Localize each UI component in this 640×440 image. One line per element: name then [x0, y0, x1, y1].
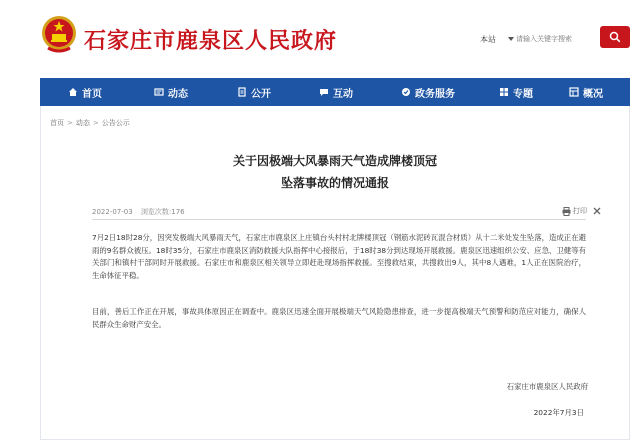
nav-item-label: 动态 — [168, 88, 188, 100]
search-scope-select[interactable]: 本站 — [480, 34, 496, 44]
signature-date: 2022年7月3日 — [533, 408, 584, 417]
breadcrumb — [50, 118, 130, 128]
nav-item-label: 互动 — [333, 88, 353, 100]
close-icon — [593, 207, 601, 215]
nav-item-label: 公开 — [251, 88, 271, 100]
article-title-line-2: 坠落事故的情况通报 — [280, 176, 389, 190]
close-button[interactable] — [593, 207, 601, 215]
home-icon — [68, 87, 78, 97]
nav-item-home[interactable] — [40, 78, 130, 106]
article-paragraph-1: 7月2日18时28分，因突发极端大风暴雨天气，石家庄市鹿泉区上庄镇台头村村北牌楼顶冠（钢筋水泥砖瓦混合材质）从十二米处发生坠落，造成正在避雨的9名群众被压。18时35分，石家庄市鹿泉区消防救援大队指挥中心接报后，于18时38分到达现场开展救援。鹿泉区迅速组织公安、应急、卫健等有关部门和镇村干部同时开展救援。石家庄市和鹿泉区相关领导立即赶赴现场指挥救援。至搜救结束，共搜救出9人，其中8人遇难，1人正在医院治疗，生命体征平稳。 — [92, 233, 586, 280]
nav-item-news[interactable] — [130, 78, 212, 106]
overview-icon — [569, 87, 579, 97]
article-meta — [92, 207, 191, 217]
nav-item-services[interactable] — [376, 78, 480, 106]
signature-organization: 石家庄市鹿泉区人民政府 — [506, 382, 588, 391]
main-nav — [40, 78, 630, 106]
title-divider — [92, 219, 586, 220]
printer-icon — [562, 207, 571, 216]
breadcrumb-separator: > — [67, 119, 73, 127]
site-header — [0, 0, 640, 78]
print-button[interactable] — [562, 206, 587, 216]
nav-item-interact[interactable] — [296, 78, 376, 106]
document-icon — [237, 87, 247, 97]
print-label: 打印 — [573, 207, 587, 215]
article-title-line-1: 关于因极端大风暴雨天气造成牌楼顶冠 — [232, 154, 437, 168]
nav-item-label: 首页 — [82, 88, 102, 100]
search-icon — [609, 31, 621, 43]
search-input[interactable] — [516, 31, 600, 47]
national-emblem-icon — [40, 14, 78, 54]
breadcrumb-item-notices[interactable]: 公告公示 — [101, 119, 130, 127]
nav-item-label: 概况 — [583, 88, 603, 100]
publish-date: 2022-07-03 — [92, 208, 133, 216]
nav-item-label: 专题 — [513, 88, 533, 100]
breadcrumb-separator: > — [92, 119, 99, 127]
view-count: 浏览次数:176 — [140, 208, 185, 216]
news-icon — [154, 87, 164, 97]
article-paragraph-2: 目前，善后工作正在开展，事故具体原因正在调查中。鹿泉区迅速全面开展极端天气风险隐患排查，进一步提高极端天气预警和防范应对能力，确保人民群众生命财产安全。 — [92, 307, 586, 329]
breadcrumb-item-news[interactable]: 动态 — [75, 119, 90, 127]
article-tools — [556, 206, 601, 216]
chevron-down-icon[interactable] — [508, 37, 514, 41]
breadcrumb-item-home[interactable]: 首页 — [50, 119, 64, 127]
site-title[interactable]: 石家庄市鹿泉区人民政府 — [84, 28, 338, 54]
chat-icon — [319, 87, 329, 97]
search-button[interactable] — [600, 26, 630, 48]
nav-item-topics[interactable] — [480, 78, 552, 106]
topic-icon — [499, 87, 509, 97]
nav-item-overview[interactable] — [552, 78, 620, 106]
nav-item-public[interactable] — [212, 78, 296, 106]
nav-item-label: 政务服务 — [415, 88, 455, 100]
service-icon — [401, 87, 411, 97]
